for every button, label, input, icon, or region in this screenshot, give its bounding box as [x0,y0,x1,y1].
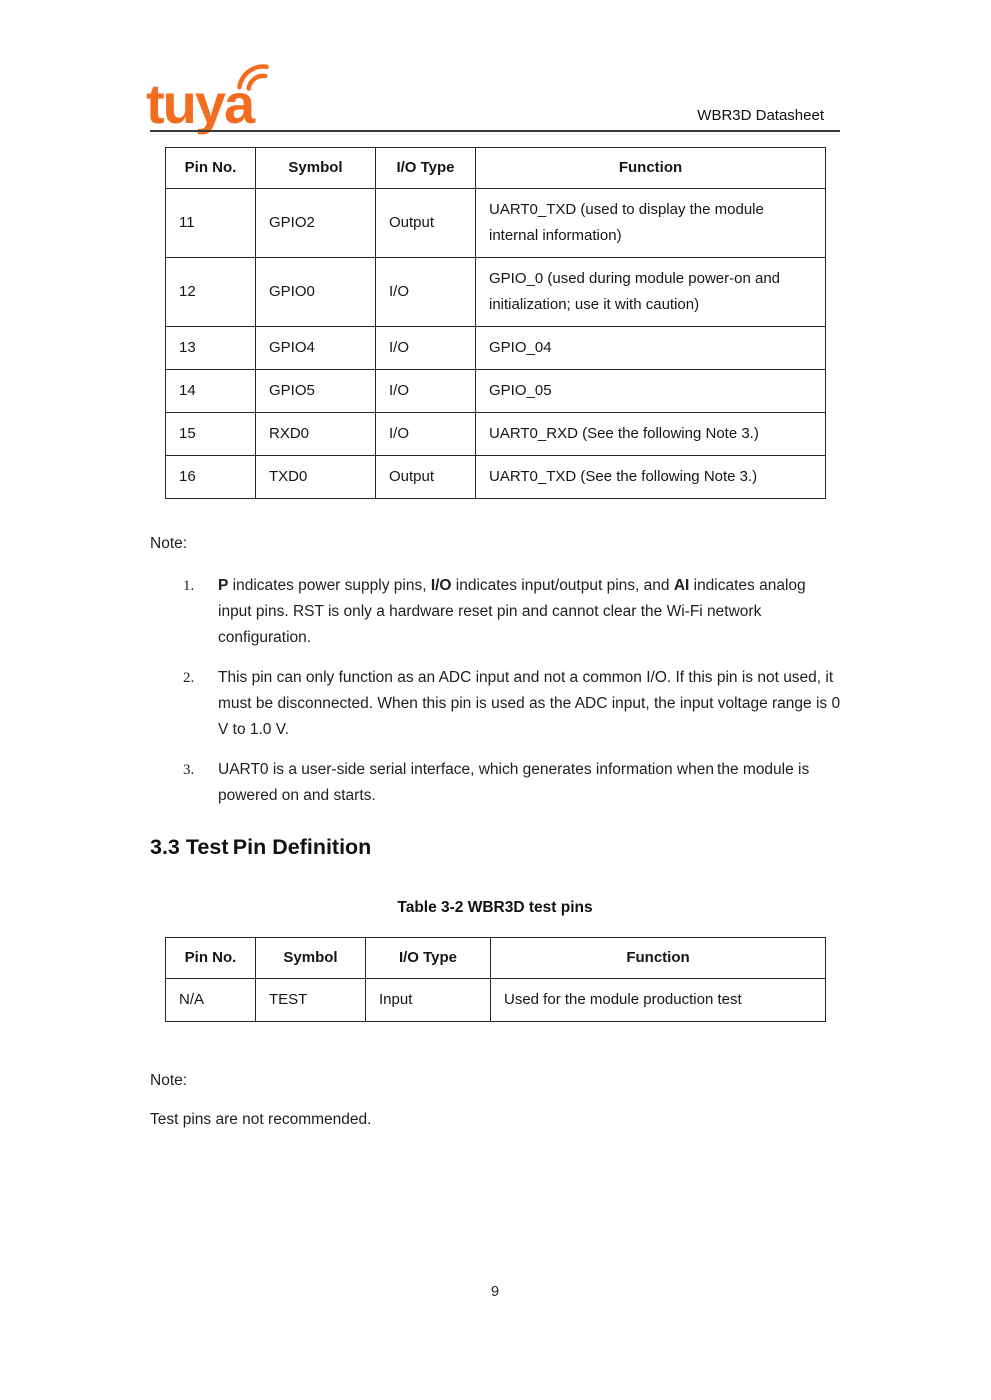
table-row [166,258,826,327]
io-type-cell: Output [376,456,476,499]
note-number: 1. [183,578,195,594]
io-type-cell: Input [366,979,491,1022]
table-row [166,456,826,499]
column-header-pin-no: Pin No. [166,148,256,189]
function-cell: UART0_TXD (used to display the module internal information) [476,189,826,258]
note-text: Test pins are not recommended. [150,1111,372,1128]
pin-no-cell: 13 [166,327,256,370]
symbol-cell: GPIO2 [256,189,376,258]
function-cell: GPIO_04 [476,327,826,370]
notes-section [150,534,856,823]
table-row [166,327,826,370]
function-cell: UART0_RXD (See the following Note 3.) [476,413,826,456]
test-notes-section [150,1071,856,1129]
symbol-cell: GPIO4 [256,327,376,370]
column-header-pin-no: Pin No. [166,938,256,979]
pin-no-cell: 16 [166,456,256,499]
column-header-io-type: I/O Type [366,938,491,979]
function-cell: Used for the module production test [491,979,826,1022]
column-header-symbol: Symbol [256,938,366,979]
function-cell: GPIO_0 (used during module power-on and initialization; use it with caution) [476,258,826,327]
note-text: This pin can only function as an ADC input and not a common I/O. If this pin is not used, it must be disconnected. When this pin is used as the ADC input, the input voltage range is 0 V to 1.0 V. [218,669,841,738]
symbol-cell: TEST [256,979,366,1022]
doc-title: WBR3D Datasheet [697,107,824,124]
note-text: UART0 is a user-side serial interface, which generates information when the module is powered on and starts. [218,761,810,804]
pin-no-cell: 14 [166,370,256,413]
note-label: Note: [150,535,188,552]
table-header-row [166,148,826,189]
test-pin-table [165,937,826,1022]
symbol-cell: GPIO5 [256,370,376,413]
io-type-cell: Output [376,189,476,258]
symbol-cell: TXD0 [256,456,376,499]
pin-no-cell: N/A [166,979,256,1022]
table-caption: Table 3-2 WBR3D test pins [397,899,593,916]
note-text: P indicates power supply pins, I/O indicates input/output pins, and AI indicates analog input pins. RST is only a hardware reset pin and cannot clear the Wi-Fi network configuration. [218,577,806,646]
table-row [166,979,826,1022]
note-item-3 [150,757,856,809]
column-header-symbol: Symbol [256,148,376,189]
io-type-cell: I/O [376,327,476,370]
function-cell: UART0_TXD (See the following Note 3.) [476,456,826,499]
column-header-io-type: I/O Type [376,148,476,189]
note-item-1 [150,573,856,651]
table-header-row [166,938,826,979]
pin-no-cell: 12 [166,258,256,327]
note-number: 2. [183,670,195,686]
table-row [166,413,826,456]
note-item-2 [150,665,856,743]
function-cell: GPIO_05 [476,370,826,413]
tuya-logo-text: tuya [146,72,254,135]
io-type-cell: I/O [376,413,476,456]
pin-definition-table [165,147,826,499]
pin-no-cell: 15 [166,413,256,456]
io-type-cell: I/O [376,370,476,413]
header-divider [150,130,840,132]
symbol-cell: RXD0 [256,413,376,456]
section-heading: 3.3 Test Pin Definition [150,835,372,859]
note-label: Note: [150,1072,188,1089]
page-number: 9 [490,1284,500,1300]
column-header-function: Function [491,938,826,979]
note-number: 3. [183,762,195,778]
io-type-cell: I/O [376,258,476,327]
table-row [166,189,826,258]
symbol-cell: GPIO0 [256,258,376,327]
pin-no-cell: 11 [166,189,256,258]
column-header-function: Function [476,148,826,189]
signal-waves-icon [235,59,271,95]
table-row [166,370,826,413]
